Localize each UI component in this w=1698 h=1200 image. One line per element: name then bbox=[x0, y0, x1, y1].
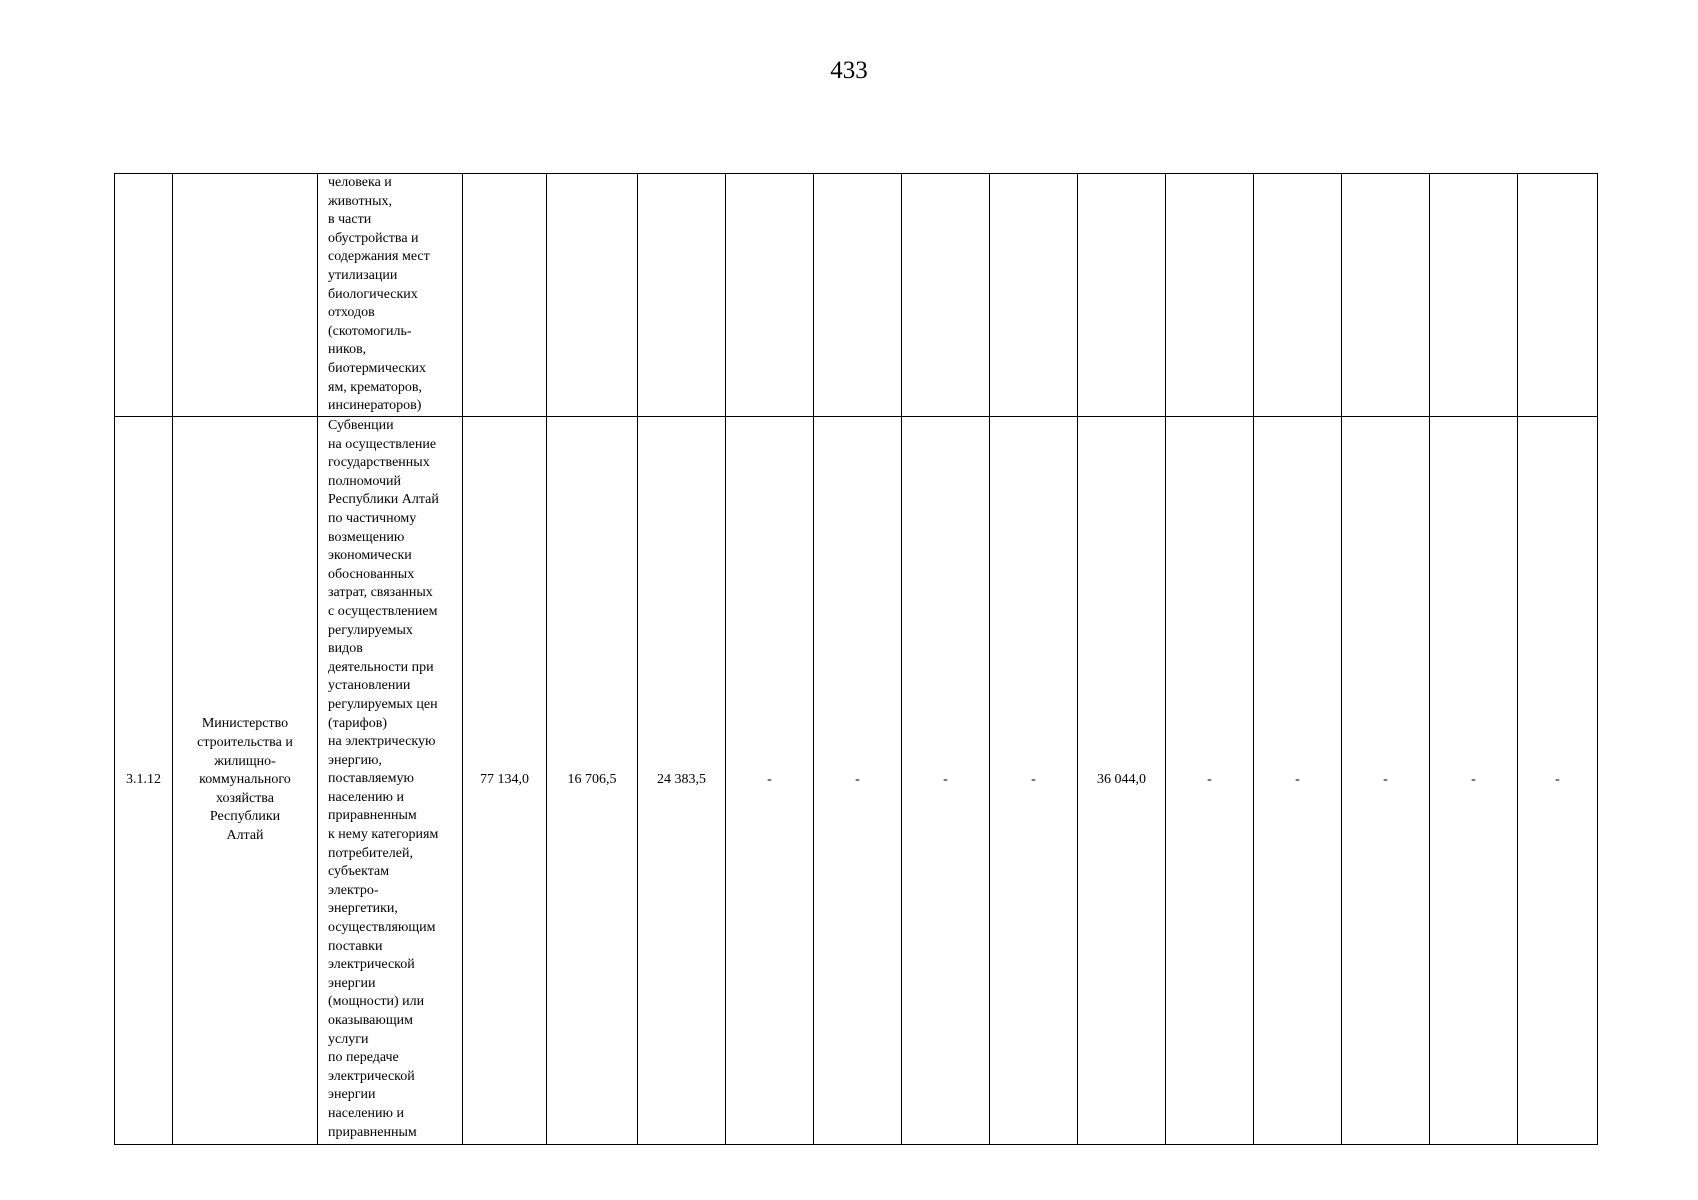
value-cell-3: 24 383,5 bbox=[638, 417, 726, 1145]
table-row bbox=[115, 174, 1598, 417]
value-cell-13: - bbox=[1518, 417, 1598, 1145]
value-cell-4: - bbox=[726, 417, 814, 1145]
value-cell-8: 36 044,0 bbox=[1078, 417, 1166, 1145]
value-cell-11: - bbox=[1342, 417, 1430, 1145]
value-cell-6 bbox=[902, 174, 990, 417]
value-cell-6: - bbox=[902, 417, 990, 1145]
value-cell-7: - bbox=[990, 417, 1078, 1145]
row-organization-cell: Министерство строительства и жилищно- коммунального хозяйства Республики Алтай bbox=[173, 417, 318, 1145]
value-cell-9 bbox=[1166, 174, 1254, 417]
value-cell-7 bbox=[990, 174, 1078, 417]
value-cell-1 bbox=[463, 174, 547, 417]
value-cell-1: 77 134,0 bbox=[463, 417, 547, 1145]
budget-table bbox=[114, 173, 1598, 1145]
value-cell-4 bbox=[726, 174, 814, 417]
value-cell-13 bbox=[1518, 174, 1598, 417]
value-cell-5: - bbox=[814, 417, 902, 1145]
value-cell-9: - bbox=[1166, 417, 1254, 1145]
value-cell-8 bbox=[1078, 174, 1166, 417]
value-cell-10 bbox=[1254, 174, 1342, 417]
page-number: 433 bbox=[830, 57, 868, 84]
row-code-cell: 3.1.12 bbox=[115, 417, 173, 1145]
row-description-cell: Субвенции на осуществление государственных полномочий Республики Алтай по частичному возмещению экономически обоснованных затрат, связанных с осуществлением регулируемых видов деятельности при установлении регулируемых цен (тарифов) на электрическую энергию, поставляемую населению и приравненным к нему категориям потребителей, субъектам электро- энергетики, осуществляющим поставки электрической энергии (мощности) или оказывающим услуги по передаче электрической энергии населению и приравненным bbox=[318, 417, 463, 1145]
row-organization-cell bbox=[173, 174, 318, 417]
value-cell-11 bbox=[1342, 174, 1430, 417]
value-cell-5 bbox=[814, 174, 902, 417]
table-row bbox=[115, 417, 1598, 1145]
row-code-cell bbox=[115, 174, 173, 417]
value-cell-10: - bbox=[1254, 417, 1342, 1145]
value-cell-2 bbox=[547, 174, 638, 417]
value-cell-12 bbox=[1430, 174, 1518, 417]
row-description-cell: человека и животных, в части обустройства и содержания мест утилизации биологических отходов (скотомогиль- ников, биотермических ям, крематоров, инсинераторов) bbox=[318, 174, 463, 417]
value-cell-12: - bbox=[1430, 417, 1518, 1145]
value-cell-2: 16 706,5 bbox=[547, 417, 638, 1145]
value-cell-3 bbox=[638, 174, 726, 417]
